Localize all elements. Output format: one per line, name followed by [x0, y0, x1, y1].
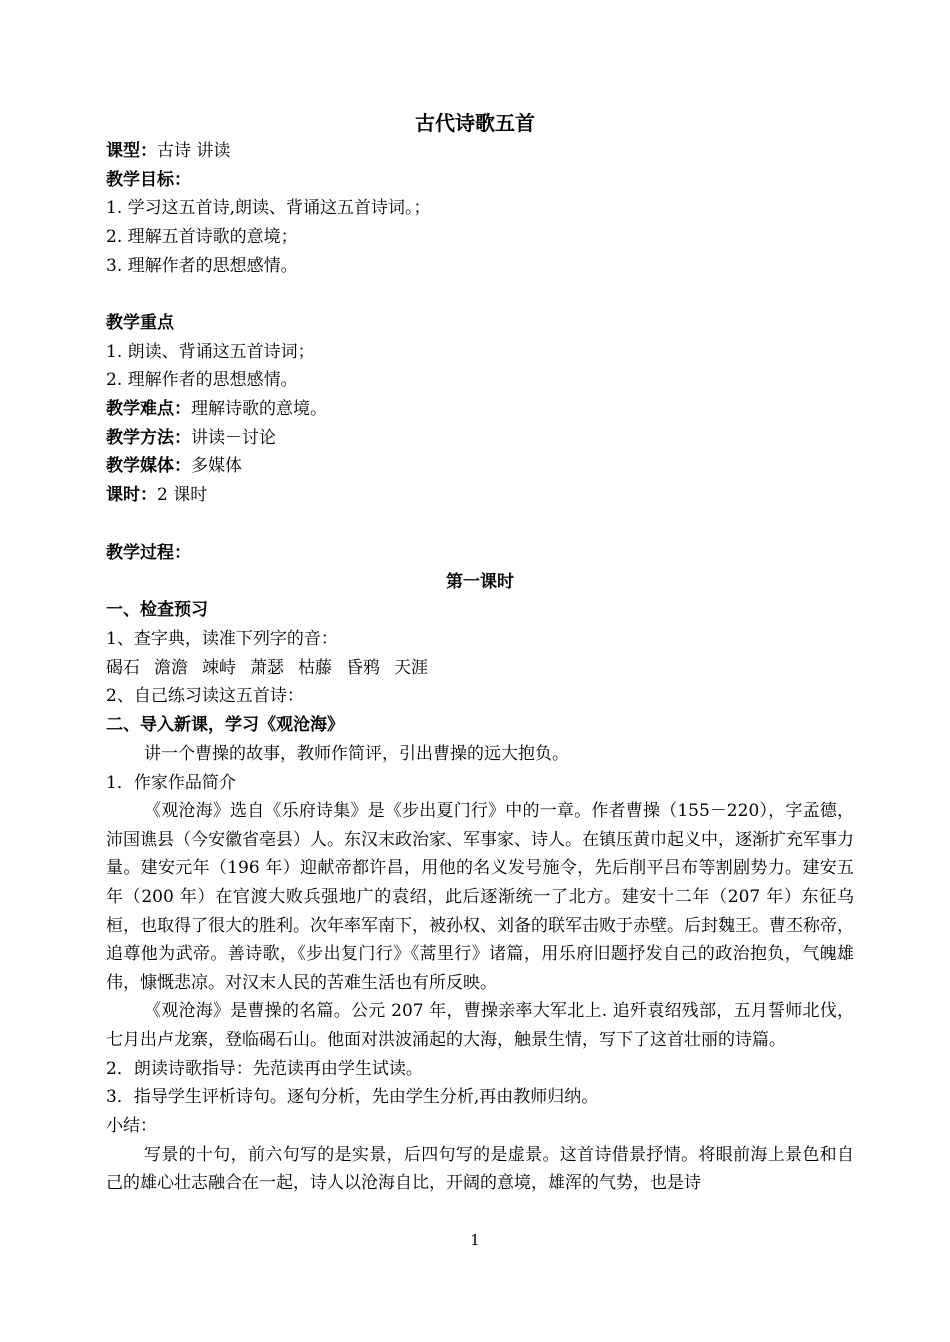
method-line — [106, 424, 854, 453]
focus-item: 1. 朗读、背诵这五首诗词； — [106, 341, 315, 362]
word: 竦峙 — [202, 657, 236, 678]
goal-item: 2. 理解五首诗歌的意境； — [106, 227, 298, 248]
process-section — [106, 539, 854, 1198]
author-paragraph: 《观沧海》选自《乐府诗集》是《步出夏门行》中的一章。作者曹操（155－220），字孟德，沛国谯县（今安徽省亳县）人。东汉末政治家、军事家、诗人。在镇压黄巾起义中，逐渐扩充军事力量。建安元年（196 年）迎献帝都许昌，用他的名义发号施令，先后削平吕布等割剧势力。建安五年（200 年）在官渡大败兵强地广的袁绍，此后逐渐统一了北方。建安十二年（207 年）东征乌桓，也取得了很大的胜利。次年率军南下，被孙权、刘备的联军击败于赤壁。后封魏王。曹丕称帝，追尊他为武帝。善诗歌，《步出复门行》《蒿里行》诸篇，用乐府旧题抒发自己的政治抱负，气魄雄伟，慷慨悲凉。对汉末人民的苦难生活也有所反映。 — [106, 801, 854, 993]
hours-line — [106, 481, 854, 510]
word: 萧瑟 — [250, 657, 284, 678]
page-number: 1 — [470, 1231, 480, 1249]
hours-label: 课时： — [106, 485, 157, 506]
subsection-author-intro: 1．作家作品简介 — [106, 772, 236, 793]
goal-item: 3. 理解作者的思想感情。 — [106, 255, 298, 276]
subsection-analysis: 3．指导学生评析诗句。逐句分析，先由学生分析,再由教师归纳。 — [106, 1087, 599, 1108]
focus-label: 教学重点 — [106, 313, 174, 333]
lesson-header — [106, 137, 854, 280]
goal-item: 1. 学习这五首诗,朗读、背诵这五首诗词。； — [106, 198, 431, 219]
difficulty-label: 教学难点： — [106, 399, 191, 420]
summary-label: 小结： — [106, 1115, 157, 1136]
word: 碣石 — [106, 657, 140, 678]
difficulty-value: 理解诗歌的意境。 — [191, 399, 327, 420]
word: 天涯 — [394, 657, 428, 678]
word: 枯藤 — [298, 657, 332, 678]
section-one-item: 2、自己练习读这五首诗： — [106, 686, 304, 707]
subsection-reading: 2．朗读诗歌指导：先范读再由学生试读。 — [106, 1058, 423, 1079]
summary-paragraph: 写景的十句，前六句写的是实景，后四句写的是虚景。这首诗借景抒情。将眼前海上景色和自己的雄心壮志融合在一起，诗人以沧海自比，开阔的意境，雄浑的气势，也是诗 — [106, 1144, 854, 1194]
word: 澹澹 — [154, 657, 188, 678]
intro-text: 讲一个曹操的故事，教师作简评，引出曹操的远大抱负。 — [144, 743, 569, 764]
media-value: 多媒体 — [191, 456, 242, 477]
poem-background-paragraph: 《观沧海》是曹操的名篇。公元 207 年，曹操亲率大军北上. 追歼袁绍残部，五月誓师北伐，七月出卢龙寨，登临碣石山。他面对洪波涌起的大海，触景生情，写下了这首壮丽的诗篇。 — [106, 1001, 854, 1050]
section-two-heading: 二、导入新课，学习《观沧海》 — [106, 715, 344, 736]
section-one-heading: 一、检查预习 — [106, 600, 208, 621]
section-one-item: 1、查字典，读准下列字的音： — [106, 629, 338, 650]
lesson-type-line — [106, 137, 854, 166]
media-label: 教学媒体： — [106, 456, 191, 477]
word: 昏鸦 — [346, 657, 380, 678]
pronunciation-words — [106, 654, 854, 683]
difficulty-line — [106, 395, 854, 424]
lesson-type-value: 古诗 讲读 — [157, 141, 231, 161]
media-line — [106, 452, 854, 481]
goals-label: 教学目标： — [106, 169, 191, 190]
lesson-type-label: 课型： — [106, 141, 157, 161]
lesson-one-heading: 第一课时 — [446, 571, 514, 592]
method-label: 教学方法： — [106, 427, 191, 448]
method-value: 讲读－讨论 — [191, 427, 276, 448]
focus-item: 2. 理解作者的思想感情。 — [106, 370, 298, 391]
focus-section — [106, 309, 854, 510]
document-title: 古代诗歌五首 — [415, 111, 535, 135]
process-label: 教学过程： — [106, 543, 191, 563]
hours-value: 2 课时 — [157, 485, 208, 506]
